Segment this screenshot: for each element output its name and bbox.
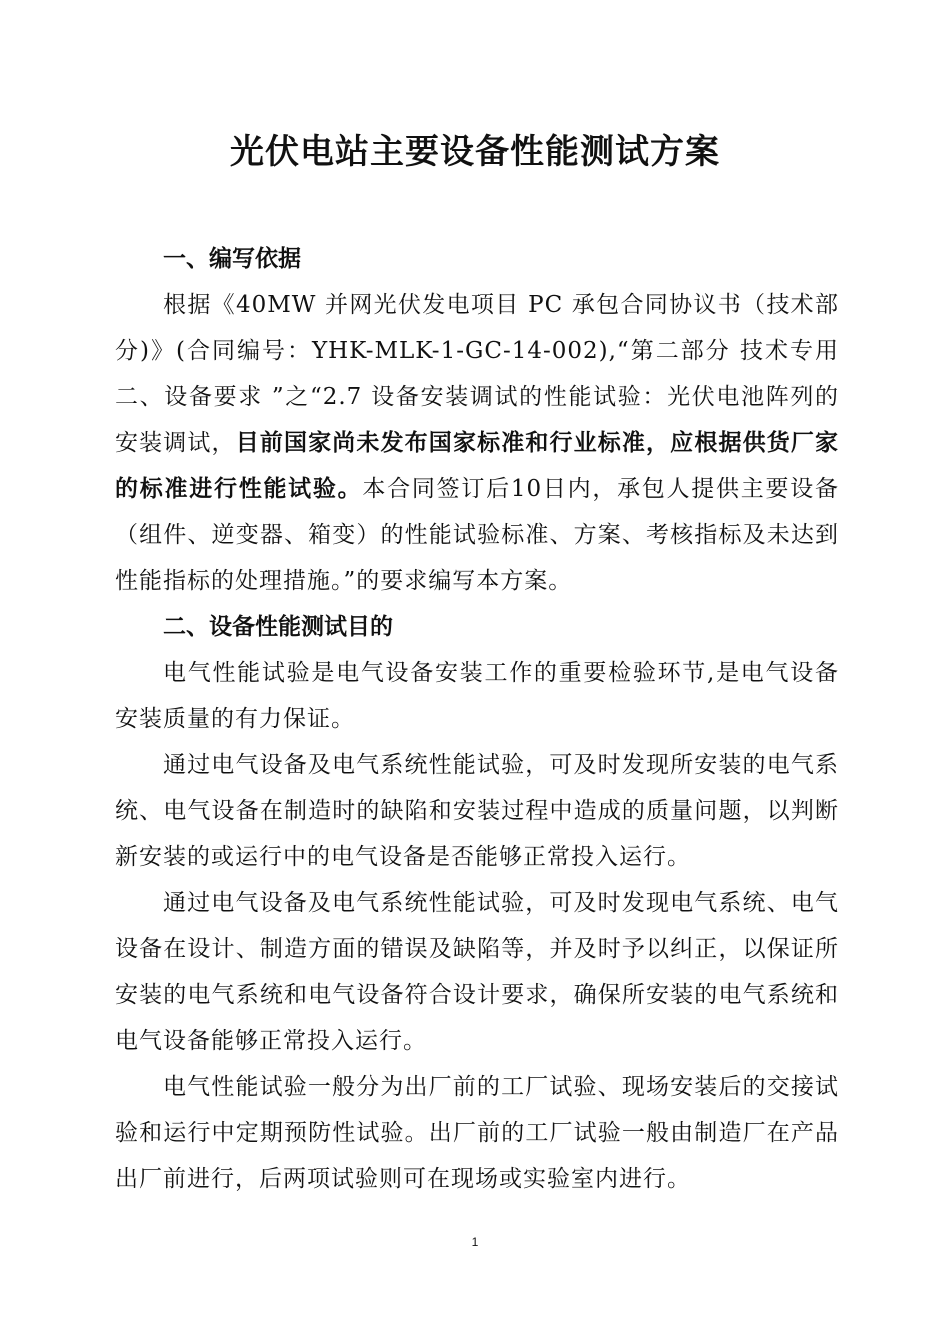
purpose-paragraph: 通过电气设备及电气系统性能试验，可及时发现电气系统、电气设备在设计、制造方面的错误及缺陷等，并及时予以纠正，以保证所安装的电气系统和电气设备符合设计要求，确保所安装的电气系统和电气设备能够正常投入运行。 [115, 890, 839, 1054]
basis-paragraph-text: 根据《40MW 并网光伏发电项目 PC 承包合同协议书（技术部分)》(合同编号：YHK-MLK-1-GC-14-002),“第二部分 技术专用 二、设备要求 ”之“2.7 设备安装调试的性能试验：光伏电池阵列的安装调试， [115, 292, 839, 456]
document-title: 光伏电站主要设备性能测试方案 [230, 132, 720, 172]
section-heading-purpose: 二、设备性能测试目的 [163, 614, 393, 640]
purpose-paragraph: 通过电气设备及电气系统性能试验，可及时发现所安装的电气系统、电气设备在制造时的缺陷和安装过程中造成的质量问题，以判断新安装的或运行中的电气设备是否能够正常投入运行。 [115, 752, 839, 870]
purpose-paragraph: 电气性能试验一般分为出厂前的工厂试验、现场安装后的交接试验和运行中定期预防性试验。出厂前的工厂试验一般由制造厂在产品出厂前进行，后两项试验则可在现场或实验室内进行。 [115, 1074, 839, 1192]
basis-paragraph-text-end: 本合同签订后10日内，承包人提供主要设备（组件、逆变器、箱变）的性能试验标准、方案、考核指标及未达到性能指标的处理措施。”的要求编写本方案。 [115, 476, 839, 594]
document-body [115, 236, 839, 1202]
basis-paragraph [115, 282, 839, 604]
page-number: 1 [471, 1235, 479, 1249]
section-heading-basis: 一、编写依据 [163, 246, 301, 272]
purpose-paragraph: 电气性能试验是电气设备安装工作的重要检验环节,是电气设备安装质量的有力保证。 [115, 660, 839, 732]
basis-paragraph-bold-text: 目前国家尚未发布国家标准和行业标准，应根据供货厂家的标准进行性能试验。 [115, 430, 840, 502]
